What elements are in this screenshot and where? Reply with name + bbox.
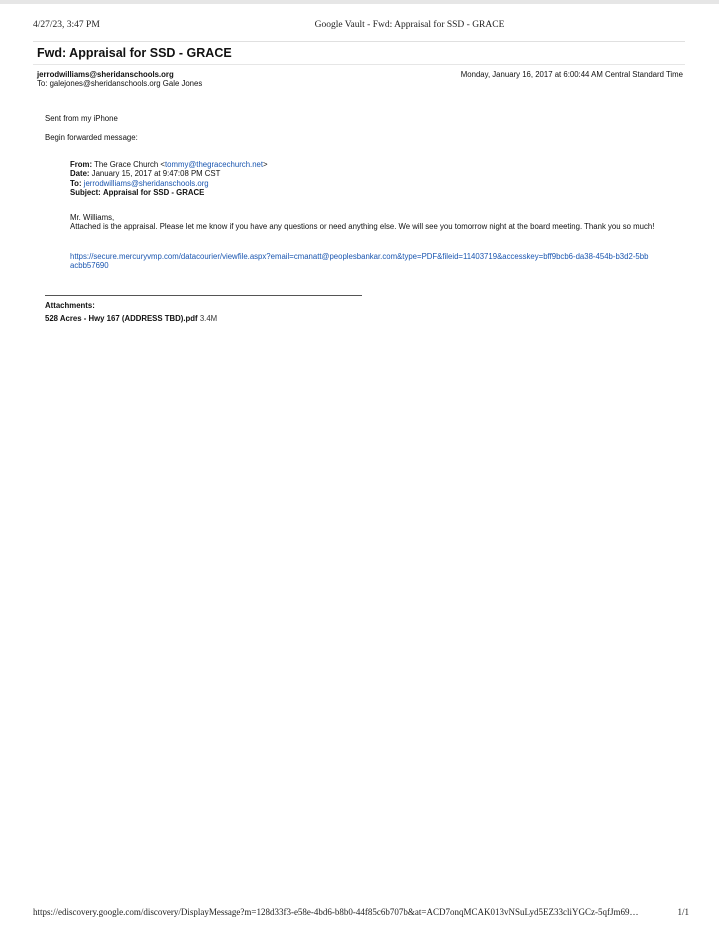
from-name: The Grace Church < — [94, 160, 165, 169]
subject-label: Subject: — [70, 187, 101, 197]
email-subject: Fwd: Appraisal for SSD - GRACE — [37, 46, 232, 60]
print-page-title: Google Vault - Fwd: Appraisal for SSD - GRACE — [314, 20, 505, 30]
date-value: January 15, 2017 at 9:47:08 PM CST — [91, 169, 221, 179]
message-greeting: Mr. Williams, — [70, 213, 115, 222]
top-bar — [0, 0, 719, 4]
date-label: Date: — [70, 169, 90, 179]
begin-forwarded-note: Begin forwarded message: — [45, 133, 138, 142]
attachment-size: 3.4M — [199, 314, 218, 323]
from-label: From: — [70, 160, 93, 169]
message-body: Attached is the appraisal. Please let me know if you have any questions or need anything else. We will see you tomorrow night at the board meeting. Thank you so much! — [70, 222, 655, 232]
appraisal-link[interactable]: https://secure.mercuryvmp.com/datacourier/viewfile.aspx?email=cmanatt@peoplesbankar.com&type=PDF&fileid=11403719&accesskey=bff9bcb6-da38-454b-b3d2-5bbacbb57690 — [70, 252, 649, 271]
forwarded-message — [70, 213, 660, 232]
email-sent-date: Monday, January 16, 2017 at 6:00:44 AM Central Standard Time — [460, 70, 683, 79]
sent-from-note: Sent from my iPhone — [45, 114, 118, 123]
forwarded-to — [70, 179, 268, 188]
forwarded-date — [70, 169, 268, 178]
from-close: > — [263, 160, 268, 169]
attachments-heading: Attachments: — [45, 301, 95, 310]
print-datetime: 4/27/23, 3:47 PM — [33, 20, 100, 30]
attachment-name[interactable]: 528 Acres - Hwy 167 (ADDRESS TBD).pdf — [45, 314, 198, 323]
to-label: To: — [70, 178, 82, 188]
print-footer — [33, 907, 689, 919]
subject-value: Appraisal for SSD - GRACE — [102, 187, 205, 197]
email-sender: jerrodwilliams@sheridanschools.org — [37, 70, 174, 79]
to-email-link[interactable]: jerrodwilliams@sheridanschools.org — [83, 178, 209, 188]
forwarded-subject — [70, 188, 268, 197]
from-email-link[interactable]: tommy@thegracechurch.net — [164, 160, 264, 169]
page-number: 1/1 — [677, 907, 689, 917]
attachment-item[interactable] — [45, 314, 217, 323]
print-header — [0, 20, 719, 34]
header-divider — [33, 41, 685, 42]
forwarded-header — [70, 160, 268, 197]
footer-url: https://ediscovery.google.com/discovery/DisplayMessage?m=128d33f3-e58e-4bd6-b8b0-44f85c6b707b&at=ACD7onqMCAK013vNSuLyd5EZ33cliYGCz-5qfJm69… — [33, 907, 639, 917]
email-recipient: To: galejones@sheridanschools.org Gale Jones — [37, 79, 203, 88]
attachments-divider — [45, 295, 362, 296]
forwarded-from — [70, 160, 268, 169]
subject-divider — [33, 64, 685, 65]
